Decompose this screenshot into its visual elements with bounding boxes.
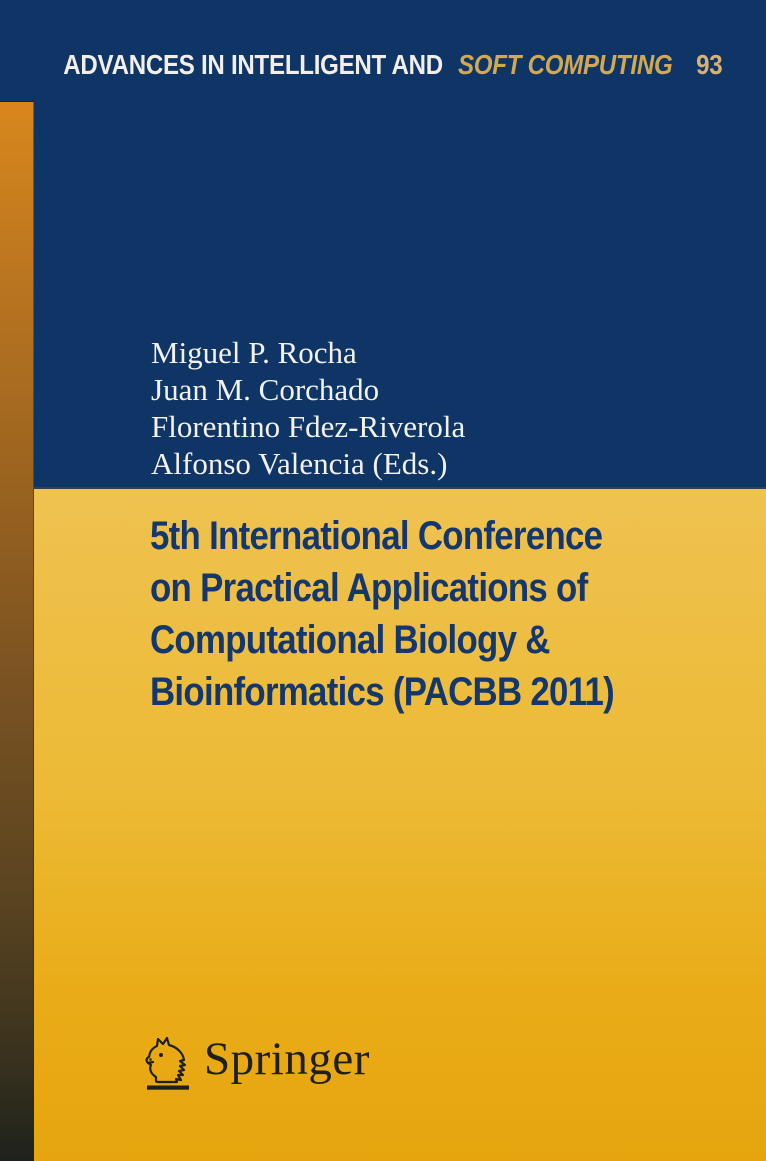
publisher-name: Springer: [204, 1033, 370, 1085]
lower-panel: [0, 487, 766, 1161]
publisher-logo: [145, 1032, 370, 1090]
series-title-italic: SOFT COMPUTING: [457, 49, 673, 80]
book-title-line: Computational Biology &: [150, 618, 550, 662]
book-title-line: 5th International Conference: [150, 514, 603, 558]
book-title-line: on Practical Applications of: [150, 566, 588, 610]
series-title: ADVANCES IN INTELLIGENT AND: [62, 49, 443, 80]
book-title-line: Bioinformatics (PACBB 2011): [150, 670, 615, 714]
springer-horse-icon: [145, 1032, 191, 1090]
series-banner: [63, 48, 722, 82]
editors-list: [151, 334, 465, 482]
book-title: [150, 510, 614, 718]
editor-name: Juan M. Corchado: [151, 372, 380, 407]
editor-name: Florentino Fdez-Riverola: [151, 409, 466, 444]
series-volume-number: 93: [695, 49, 722, 80]
editor-name: Alfonso Valencia (Eds.): [151, 446, 448, 481]
spine-gradient-stripe: [0, 101, 34, 1161]
editor-name: Miguel P. Rocha: [151, 335, 357, 370]
